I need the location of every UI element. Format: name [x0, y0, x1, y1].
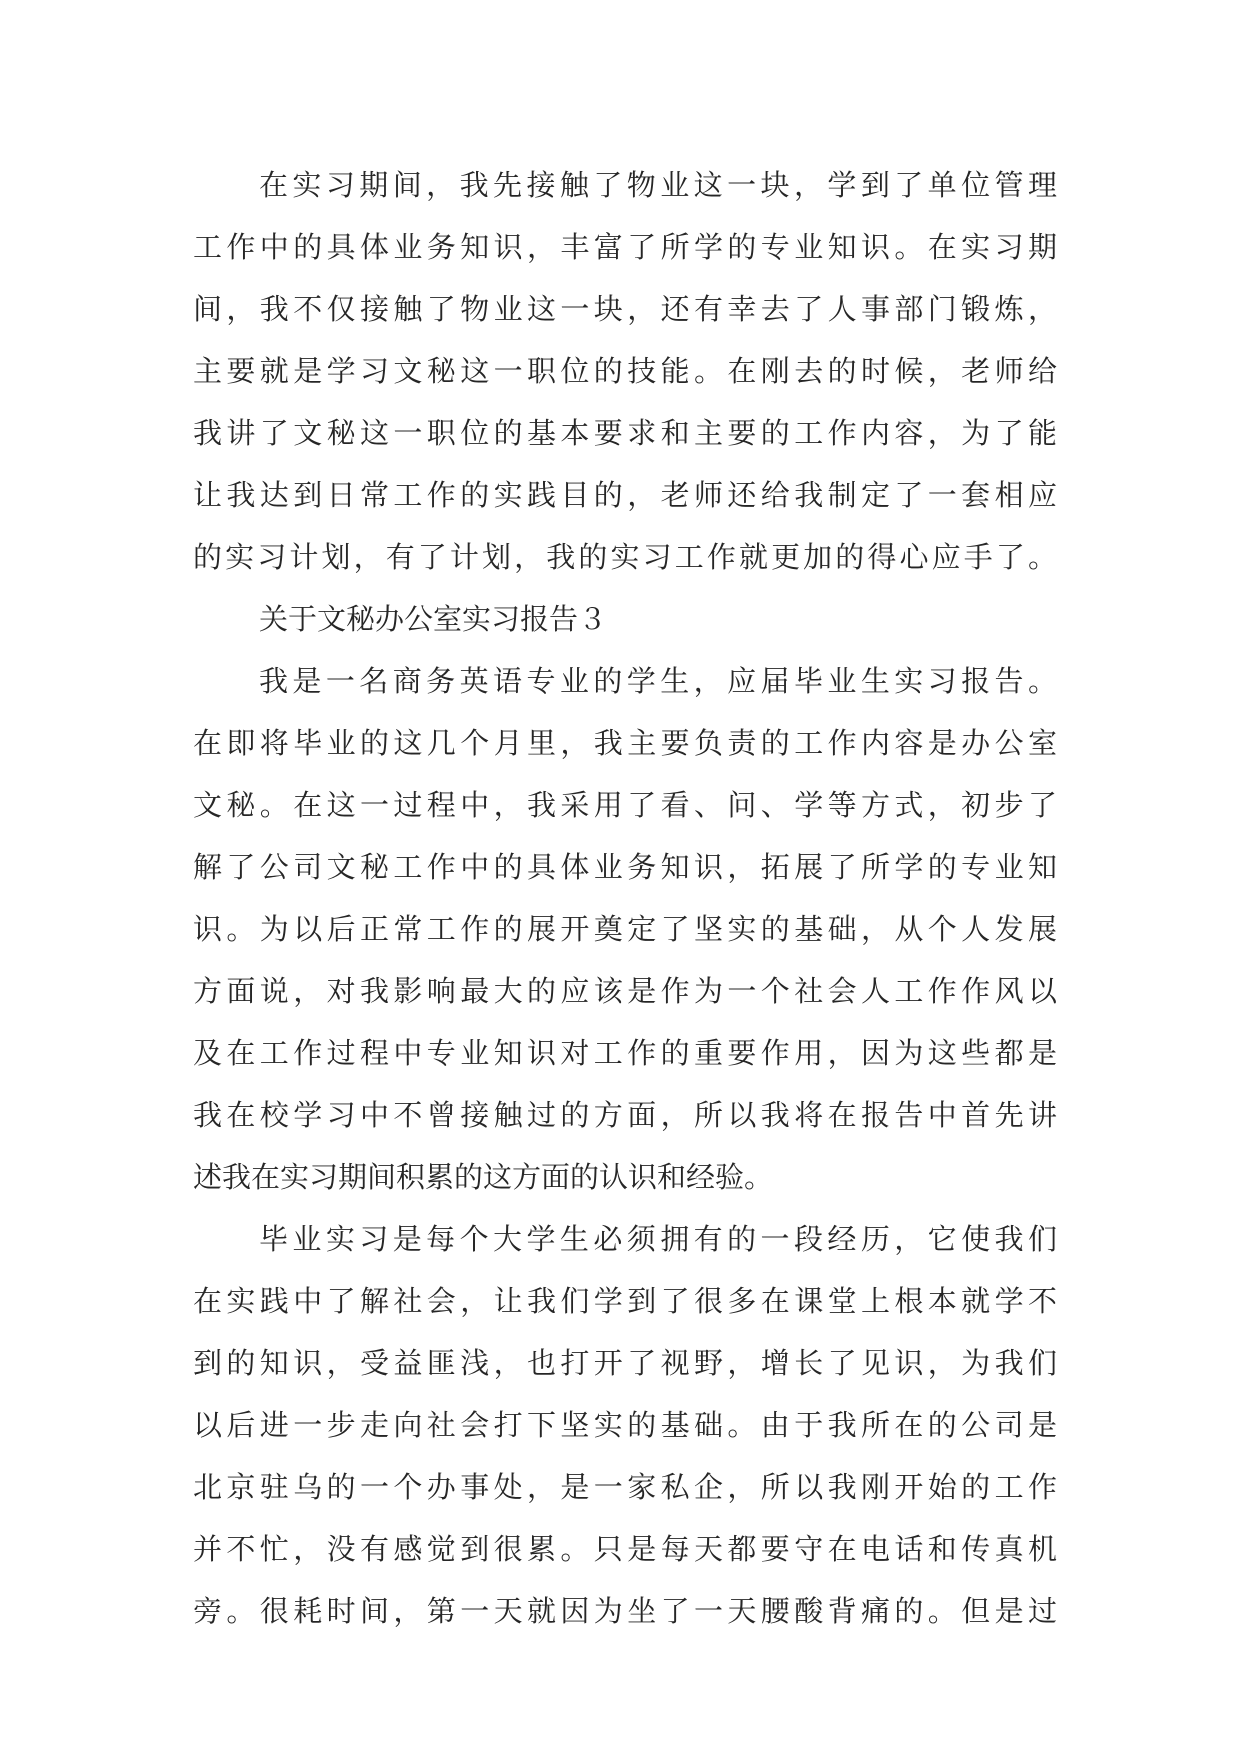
text-line: 我在校学习中不曾接触过的方面，所以我将在报告中首先讲	[193, 1098, 1057, 1132]
text-line: 以后进一步走向社会打下坚实的基础。由于我所在的公司是	[193, 1408, 1057, 1442]
text-line: 间，我不仅接触了物业这一块，还有幸去了人事部门锻炼，	[193, 292, 1057, 326]
text-line: 解了公司文秘工作中的具体业务知识，拓展了所学的专业知	[193, 850, 1057, 884]
text-line: 在即将毕业的这几个月里，我主要负责的工作内容是办公室	[193, 726, 1057, 760]
text-line: 方面说，对我影响最大的应该是作为一个社会人工作作风以	[193, 974, 1057, 1008]
text-line: 北京驻乌的一个办事处，是一家私企，所以我刚开始的工作	[193, 1470, 1057, 1504]
text-line: 毕业实习是每个大学生必须拥有的一段经历，它使我们	[259, 1222, 1057, 1256]
paragraph-internship-intro	[193, 154, 1057, 588]
section-heading: 关于文秘办公室实习报告３	[259, 602, 608, 636]
text-line: 在实习期间，我先接触了物业这一块，学到了单位管理	[259, 168, 1057, 202]
text-line: 文秘。在这一过程中，我采用了看、问、学等方式，初步了	[193, 788, 1057, 822]
text-line: 的实习计划，有了计划，我的实习工作就更加的得心应手了。	[193, 540, 1057, 574]
text-line: 述我在实习期间积累的这方面的认识和经验。	[193, 1160, 774, 1194]
text-line: 及在工作过程中专业知识对工作的重要作用，因为这些都是	[193, 1036, 1057, 1070]
text-line: 识。为以后正常工作的展开奠定了坚实的基础，从个人发展	[193, 912, 1057, 946]
text-line: 我讲了文秘这一职位的基本要求和主要的工作内容，为了能	[193, 416, 1057, 450]
text-line: 让我达到日常工作的实践目的，老师还给我制定了一套相应	[193, 478, 1057, 512]
text-line: 旁。很耗时间，第一天就因为坐了一天腰酸背痛的。但是过	[193, 1594, 1057, 1628]
text-line: 在实践中了解社会，让我们学到了很多在课堂上根本就学不	[193, 1284, 1057, 1318]
text-line: 并不忙，没有感觉到很累。只是每天都要守在电话和传真机	[193, 1532, 1057, 1566]
document-body	[193, 154, 1057, 1642]
text-line: 工作中的具体业务知识，丰富了所学的专业知识。在实习期	[193, 230, 1057, 264]
paragraph-graduation-internship	[193, 1208, 1057, 1642]
paragraph-student-intro	[193, 650, 1057, 1208]
text-line: 到的知识，受益匪浅，也打开了视野，增长了见识，为我们	[193, 1346, 1057, 1380]
text-line: 我是一名商务英语专业的学生，应届毕业生实习报告。	[259, 664, 1057, 698]
text-line: 主要就是学习文秘这一职位的技能。在刚去的时候，老师给	[193, 354, 1057, 388]
